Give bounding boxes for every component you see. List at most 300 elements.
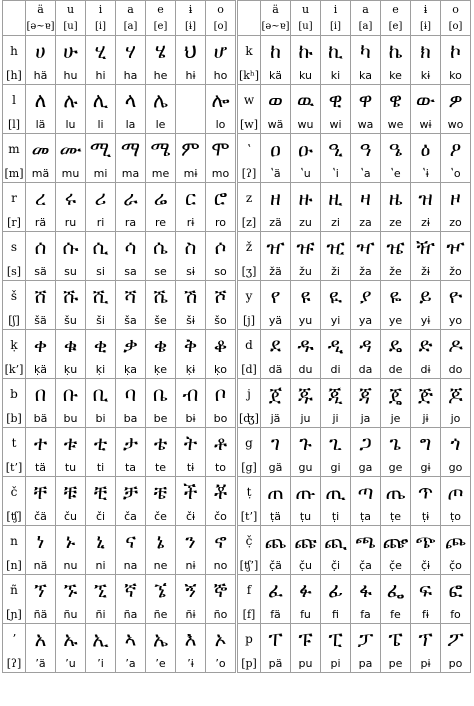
fidel-glyph: ቱ <box>56 428 86 459</box>
consonant-ipa: [h] <box>3 66 26 85</box>
vowel-ipa: [ɨ] <box>176 18 206 36</box>
consonant-ipa: [w] <box>238 115 261 134</box>
vowel-label: ä <box>26 1 56 19</box>
transliteration-row <box>3 360 236 379</box>
transliteration: ne <box>146 556 176 575</box>
transliteration: ḳä <box>26 360 56 379</box>
fidel-glyph: ዝ <box>411 183 441 214</box>
fidel-glyph: ር <box>176 183 206 214</box>
fidel-row <box>3 85 236 116</box>
transliteration: za <box>351 213 381 232</box>
fidel-glyph: ጠ <box>261 477 291 508</box>
consonant-latin: ḳ <box>3 330 26 361</box>
transliteration: ṭi <box>321 507 351 526</box>
consonant-latin: s <box>3 232 26 263</box>
fidel-glyph: ሞ <box>206 134 236 165</box>
consonant-latin: ṭ <box>238 477 261 508</box>
right-fidel-table <box>237 0 470 673</box>
fidel-glyph: ቻ <box>116 477 146 508</box>
fidel-glyph: ሬ <box>146 183 176 214</box>
fidel-glyph: ዓ <box>351 134 381 165</box>
fidel-glyph: ሆ <box>206 36 236 67</box>
fidel-glyph: ቺ <box>86 477 116 508</box>
vowel-label: a <box>351 1 381 19</box>
fidel-glyph: ቡ <box>56 379 86 410</box>
transliteration: ra <box>116 213 146 232</box>
consonant-ipa: [kʰ] <box>238 66 261 85</box>
transliteration-row <box>3 556 236 575</box>
transliteration-row <box>238 654 471 673</box>
fidel-glyph: ቾ <box>206 477 236 508</box>
transliteration: gu <box>291 458 321 477</box>
vowel-ipa: [u] <box>56 18 86 36</box>
transliteration: č̣ɨ <box>411 556 441 575</box>
transliteration: ču <box>56 507 86 526</box>
fidel-glyph: ፋ <box>351 575 381 606</box>
fidel-glyph: ጩ <box>291 526 321 557</box>
transliteration: be <box>146 409 176 428</box>
fidel-glyph: ለ <box>26 85 56 116</box>
transliteration: wu <box>291 115 321 134</box>
fidel-glyph: ሹ <box>56 281 86 312</box>
consonant-latin: ʼ <box>3 624 26 655</box>
consonant-latin: m <box>3 134 26 165</box>
fidel-glyph: ጂ <box>321 379 351 410</box>
fidel-row <box>3 330 236 361</box>
fidel-glyph: ቀ <box>26 330 56 361</box>
consonant-ipa: [z] <box>238 213 261 232</box>
transliteration: šo <box>206 311 236 330</box>
transliteration: ma <box>116 164 146 183</box>
transliteration: sa <box>116 262 146 281</box>
fidel-glyph: ች <box>176 477 206 508</box>
fidel-glyph: ላ <box>116 85 146 116</box>
transliteration-row <box>238 458 471 477</box>
transliteration: bɨ <box>176 409 206 428</box>
fidel-glyph: ጬ <box>381 526 411 557</box>
transliteration-row <box>3 213 236 232</box>
fidel-glyph: ዑ <box>291 134 321 165</box>
transliteration-row <box>3 164 236 183</box>
fidel-glyph: ቁ <box>56 330 86 361</box>
fidel-glyph: ጭ <box>411 526 441 557</box>
transliteration: rɨ <box>176 213 206 232</box>
transliteration: ti <box>86 458 116 477</box>
transliteration: ta <box>116 458 146 477</box>
transliteration: č̣a <box>351 556 381 575</box>
transliteration: kä <box>261 66 291 85</box>
transliteration: ko <box>441 66 471 85</box>
transliteration: ʼa <box>116 654 146 673</box>
fidel-glyph: ሜ <box>146 134 176 165</box>
fidel-glyph: ቆ <box>206 330 236 361</box>
fidel-glyph: ጋ <box>351 428 381 459</box>
transliteration: me <box>146 164 176 183</box>
transliteration: ḳi <box>86 360 116 379</box>
transliteration: žɨ <box>411 262 441 281</box>
transliteration: bä <box>26 409 56 428</box>
transliteration: jɨ <box>411 409 441 428</box>
transliteration: rä <box>26 213 56 232</box>
fidel-glyph: ዩ <box>291 281 321 312</box>
transliteration: ʼi <box>86 654 116 673</box>
transliteration: ha <box>116 66 146 85</box>
consonant-latin: č <box>3 477 26 508</box>
fidel-glyph: ዣ <box>351 232 381 263</box>
transliteration: ga <box>351 458 381 477</box>
fidel-glyph: ኩ <box>291 36 321 67</box>
consonant-ipa: [n] <box>3 556 26 575</box>
fidel-glyph: ፉ <box>291 575 321 606</box>
transliteration: ʽe <box>381 164 411 183</box>
transliteration-row <box>238 409 471 428</box>
transliteration: ṭɨ <box>411 507 441 526</box>
fidel-glyph: ካ <box>351 36 381 67</box>
transliteration: di <box>321 360 351 379</box>
transliteration: yä <box>261 311 291 330</box>
consonant-latin: d <box>238 330 261 361</box>
consonant-ipa: [k’] <box>3 360 26 379</box>
transliteration: du <box>291 360 321 379</box>
consonant-latin: z <box>238 183 261 214</box>
vowel-ipa: [u] <box>291 18 321 36</box>
fidel-glyph: ና <box>116 526 146 557</box>
transliteration-row <box>3 66 236 85</box>
fidel-glyph: ዛ <box>351 183 381 214</box>
consonant-ipa: [ʔ] <box>3 654 26 673</box>
consonant-latin: j <box>238 379 261 410</box>
fidel-glyph: ሰ <box>26 232 56 263</box>
consonant-ipa: [b] <box>3 409 26 428</box>
transliteration: ji <box>321 409 351 428</box>
transliteration: ka <box>351 66 381 85</box>
fidel-glyph: ቤ <box>146 379 176 410</box>
consonant-latin: l <box>3 85 26 116</box>
consonant-ipa: [ʧ’] <box>238 556 261 575</box>
transliteration: šu <box>56 311 86 330</box>
fidel-row <box>3 281 236 312</box>
consonant-latin: f <box>238 575 261 606</box>
transliteration: da <box>351 360 381 379</box>
transliteration: ʼe <box>146 654 176 673</box>
transliteration: če <box>146 507 176 526</box>
fidel-glyph: ሄ <box>146 36 176 67</box>
fidel-glyph: ቼ <box>146 477 176 508</box>
transliteration: si <box>86 262 116 281</box>
transliteration: ju <box>291 409 321 428</box>
fidel-glyph: ጢ <box>321 477 351 508</box>
fidel-glyph: ዚ <box>321 183 351 214</box>
transliteration: sɨ <box>176 262 206 281</box>
fidel-row <box>238 281 471 312</box>
fidel-glyph: ጨ <box>261 526 291 557</box>
fidel-glyph: ጌ <box>381 428 411 459</box>
transliteration: na <box>116 556 146 575</box>
vowel-ipa: [ə~ɐ] <box>26 18 56 36</box>
fidel-row <box>238 134 471 165</box>
fidel-glyph: ዒ <box>321 134 351 165</box>
transliteration: ʼä <box>26 654 56 673</box>
transliteration: je <box>381 409 411 428</box>
fidel-glyph: ፎ <box>441 575 471 606</box>
fidel-glyph: ኘ <box>26 575 56 606</box>
fidel-glyph: ከ <box>261 36 291 67</box>
fidel-glyph: ተ <box>26 428 56 459</box>
fidel-glyph: ሮ <box>206 183 236 214</box>
transliteration: ṭu <box>291 507 321 526</box>
consonant-ipa: [d] <box>238 360 261 379</box>
transliteration: mä <box>26 164 56 183</box>
fidel-row <box>238 36 471 67</box>
header-corner <box>3 18 26 36</box>
transliteration: nu <box>56 556 86 575</box>
fidel-glyph: ኚ <box>86 575 116 606</box>
transliteration: ku <box>291 66 321 85</box>
fidel-glyph <box>176 85 206 116</box>
transliteration: ṭo <box>441 507 471 526</box>
transliteration: yɨ <box>411 311 441 330</box>
fidel-glyph: ታ <box>116 428 146 459</box>
consonant-ipa: [g] <box>238 458 261 477</box>
consonant-ipa: [ʃ] <box>3 311 26 330</box>
transliteration: ḳɨ <box>176 360 206 379</box>
fidel-glyph: ኢ <box>86 624 116 655</box>
consonant-latin: ʽ <box>238 134 261 165</box>
fidel-glyph: ኤ <box>146 624 176 655</box>
fidel-glyph: ዔ <box>381 134 411 165</box>
fidel-row <box>238 428 471 459</box>
transliteration: hu <box>56 66 86 85</box>
fidel-glyph: ኪ <box>321 36 351 67</box>
fidel-glyph: ዋ <box>351 85 381 116</box>
fidel-row <box>238 379 471 410</box>
fidel-glyph: ሾ <box>206 281 236 312</box>
fidel-row <box>238 526 471 557</box>
transliteration: ñu <box>56 605 86 624</box>
fidel-glyph: ዊ <box>321 85 351 116</box>
transliteration: zä <box>261 213 291 232</box>
transliteration: ʽa <box>351 164 381 183</box>
fidel-glyph: ጎ <box>441 428 471 459</box>
transliteration: bu <box>56 409 86 428</box>
fidel-glyph: ራ <box>116 183 146 214</box>
consonant-latin: b <box>3 379 26 410</box>
transliteration: re <box>146 213 176 232</box>
vowel-label: o <box>206 1 236 19</box>
transliteration: ʽä <box>261 164 291 183</box>
fidel-glyph: ኣ <box>116 624 146 655</box>
transliteration: gɨ <box>411 458 441 477</box>
vowel-ipa: [e] <box>381 18 411 36</box>
transliteration: wä <box>261 115 291 134</box>
fidel-glyph: ጫ <box>351 526 381 557</box>
transliteration: wa <box>351 115 381 134</box>
vowel-ipa-row <box>238 18 471 36</box>
fidel-glyph: ሱ <box>56 232 86 263</box>
transliteration: zi <box>321 213 351 232</box>
transliteration: gä <box>261 458 291 477</box>
transliteration: ḳe <box>146 360 176 379</box>
transliteration: jä <box>261 409 291 428</box>
consonant-latin: k <box>238 36 261 67</box>
transliteration-row <box>3 311 236 330</box>
fidel-glyph: ኙ <box>56 575 86 606</box>
fidel-glyph: ው <box>411 85 441 116</box>
transliteration: č̣u <box>291 556 321 575</box>
transliteration: ʽu <box>291 164 321 183</box>
transliteration: ho <box>206 66 236 85</box>
transliteration: ge <box>381 458 411 477</box>
transliteration: fe <box>381 605 411 624</box>
fidel-glyph: ት <box>176 428 206 459</box>
consonant-ipa: [r] <box>3 213 26 232</box>
fidel-glyph: ይ <box>411 281 441 312</box>
transliteration: he <box>146 66 176 85</box>
fidel-glyph: ሚ <box>86 134 116 165</box>
fidel-glyph: ዖ <box>441 134 471 165</box>
fidel-row <box>3 379 236 410</box>
fidel-glyph: ጊ <box>321 428 351 459</box>
consonant-ipa: [s] <box>3 262 26 281</box>
transliteration: šä <box>26 311 56 330</box>
fidel-glyph: ህ <box>176 36 206 67</box>
transliteration: le <box>146 115 176 134</box>
transliteration: fɨ <box>411 605 441 624</box>
vowel-label: ä <box>261 1 291 19</box>
transliteration: ñɨ <box>176 605 206 624</box>
vowel-label: a <box>116 1 146 19</box>
transliteration: žu <box>291 262 321 281</box>
transliteration: ña <box>116 605 146 624</box>
transliteration: tɨ <box>176 458 206 477</box>
fidel-row <box>3 624 236 655</box>
fidel-glyph: ዤ <box>381 232 411 263</box>
transliteration-row <box>3 654 236 673</box>
vowel-label: u <box>56 1 86 19</box>
transliteration: ṭe <box>381 507 411 526</box>
fidel-glyph: ዳ <box>351 330 381 361</box>
fidel-glyph: ሩ <box>56 183 86 214</box>
transliteration: či <box>86 507 116 526</box>
transliteration: ñi <box>86 605 116 624</box>
consonant-latin: t <box>3 428 26 459</box>
fidel-row <box>238 624 471 655</box>
transliteration: že <box>381 262 411 281</box>
fidel-glyph: ዬ <box>381 281 411 312</box>
fidel-row <box>3 183 236 214</box>
transliteration: pe <box>381 654 411 673</box>
fidel-glyph: መ <box>26 134 56 165</box>
vowel-ipa: [a] <box>116 18 146 36</box>
fidel-glyph: ሲ <box>86 232 116 263</box>
transliteration: ṭä <box>261 507 291 526</box>
transliteration: lä <box>26 115 56 134</box>
vowel-label: ɨ <box>176 1 206 19</box>
transliteration: lo <box>206 115 236 134</box>
fidel-glyph: ኝ <box>176 575 206 606</box>
transliteration: ño <box>206 605 236 624</box>
fidel-glyph: ቸ <box>26 477 56 508</box>
transliteration: lu <box>56 115 86 134</box>
transliteration-row <box>238 311 471 330</box>
transliteration: kɨ <box>411 66 441 85</box>
transliteration-row <box>3 409 236 428</box>
transliteration: ri <box>86 213 116 232</box>
vowel-ipa: [ɨ] <box>411 18 441 36</box>
vowel-header-row <box>238 1 471 19</box>
transliteration: bo <box>206 409 236 428</box>
transliteration-row <box>238 507 471 526</box>
fidel-glyph: ገ <box>261 428 291 459</box>
fidel-glyph: ሸ <box>26 281 56 312</box>
fidel-glyph: ጅ <box>411 379 441 410</box>
fidel-glyph: ዐ <box>261 134 291 165</box>
fidel-glyph: ግ <box>411 428 441 459</box>
fidel-row <box>3 428 236 459</box>
fidel-glyph: ብ <box>176 379 206 410</box>
transliteration: nä <box>26 556 56 575</box>
fidel-glyph: ጣ <box>351 477 381 508</box>
fidel-glyph: ሂ <box>86 36 116 67</box>
transliteration: ke <box>381 66 411 85</box>
fidel-glyph: ዴ <box>381 330 411 361</box>
fidel-glyph: ጉ <box>291 428 321 459</box>
fidel-glyph: ክ <box>411 36 441 67</box>
transliteration: zɨ <box>411 213 441 232</box>
transliteration: po <box>441 654 471 673</box>
consonant-ipa: [t’] <box>238 507 261 526</box>
fidel-glyph: ኛ <box>116 575 146 606</box>
fidel-glyph: በ <box>26 379 56 410</box>
consonant-latin: n <box>3 526 26 557</box>
transliteration: ñä <box>26 605 56 624</box>
left-fidel-table <box>2 0 235 673</box>
transliteration: pä <box>261 654 291 673</box>
transliteration: ye <box>381 311 411 330</box>
transliteration: fu <box>291 605 321 624</box>
fidel-glyph: ጡ <box>291 477 321 508</box>
transliteration: se <box>146 262 176 281</box>
transliteration: žä <box>261 262 291 281</box>
transliteration: čo <box>206 507 236 526</box>
fidel-glyph: ዮ <box>441 281 471 312</box>
fidel-glyph: ፌ <box>381 575 411 606</box>
transliteration-row <box>238 605 471 624</box>
transliteration: č̣o <box>441 556 471 575</box>
fidel-glyph: ቹ <box>56 477 86 508</box>
fidel-glyph: ቃ <box>116 330 146 361</box>
fidel-glyph: ዱ <box>291 330 321 361</box>
transliteration: ʼu <box>56 654 86 673</box>
transliteration: pɨ <box>411 654 441 673</box>
fidel-glyph: ፔ <box>381 624 411 655</box>
transliteration: ʼo <box>206 654 236 673</box>
transliteration: ʽi <box>321 164 351 183</box>
fidel-glyph: ቢ <box>86 379 116 410</box>
fidel-glyph: ሀ <box>26 36 56 67</box>
transliteration: fo <box>441 605 471 624</box>
fidel-glyph: ኮ <box>441 36 471 67</box>
transliteration: go <box>441 458 471 477</box>
transliteration: č̣ä <box>261 556 291 575</box>
fidel-glyph: ኑ <box>56 526 86 557</box>
fidel-glyph: ፑ <box>291 624 321 655</box>
transliteration-row <box>238 115 471 134</box>
header-corner <box>3 1 26 19</box>
transliteration: ḳo <box>206 360 236 379</box>
fidel-glyph: ሳ <box>116 232 146 263</box>
fidel-glyph: ዘ <box>261 183 291 214</box>
